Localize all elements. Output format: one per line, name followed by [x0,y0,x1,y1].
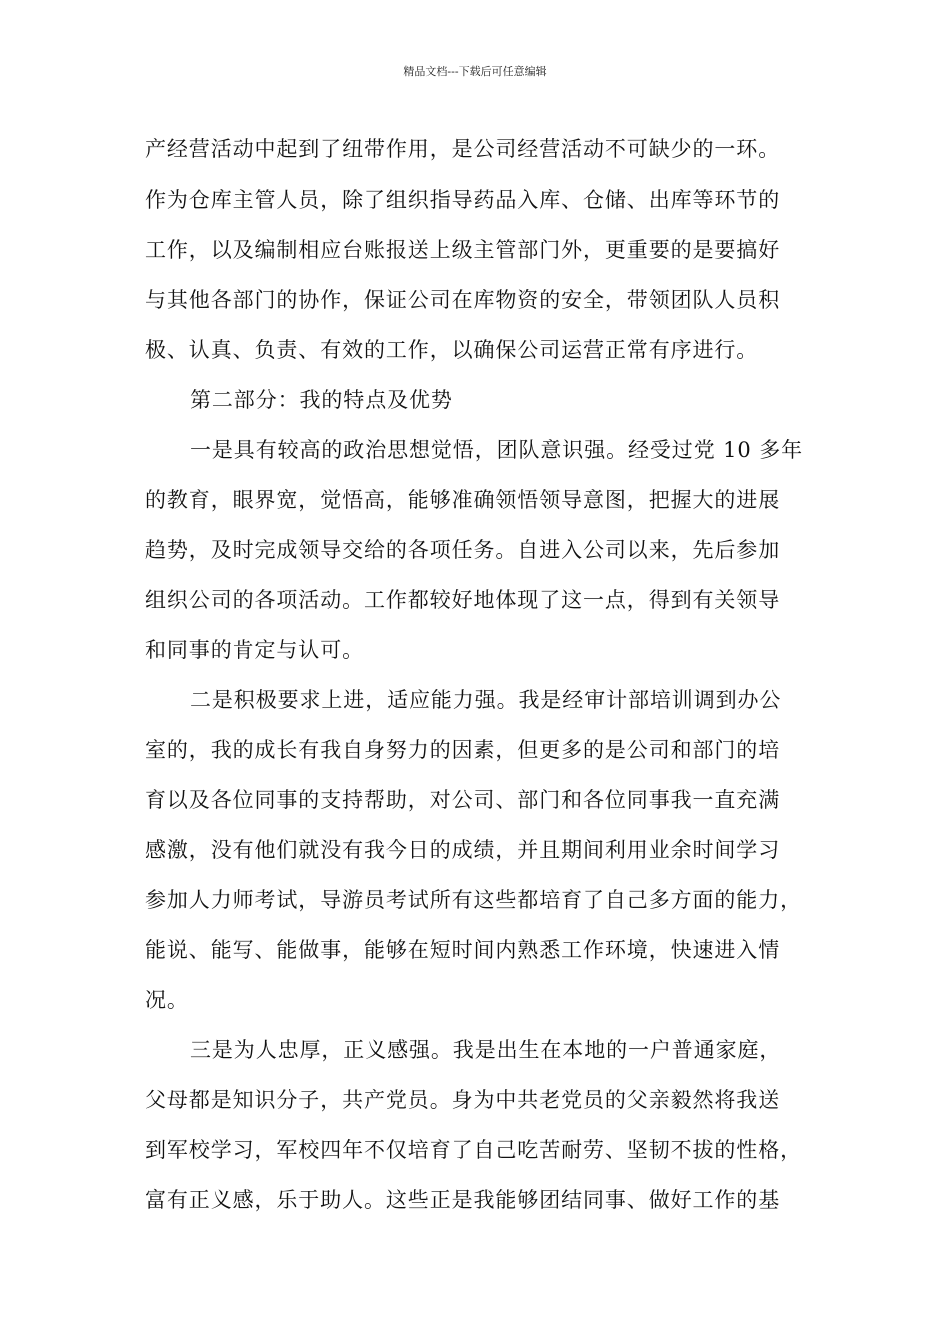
body-line: 组织公司的各项活动。工作都较好地体现了这一点，得到有关领导 [145,588,781,612]
body-line: 产经营活动中起到了纽带作用，是公司经营活动不可缺少的一环。 [145,137,781,161]
body-line: 与其他各部门的协作，保证公司在库物资的安全，带领团队人员积 [145,288,781,312]
body-line: 富有正义感，乐于助人。这些正是我能够团结同事、做好工作的基 [145,1188,781,1212]
body-line: 一是具有较高的政治思想觉悟，团队意识强。经受过党 10 多年 [190,438,804,462]
body-line: 况。 [145,988,189,1012]
body-line: 和同事的肯定与认可。 [145,638,364,662]
body-line: 室的，我的成长有我自身努力的因素，但更多的是公司和部门的培 [145,738,781,762]
body-line: 到军校学习，军校四年不仅培育了自己吃苦耐劳、坚韧不拔的性格， [145,1138,802,1162]
body-line: 工作，以及编制相应台账报送上级主管部门外，更重要的是要搞好 [145,238,781,262]
body-line: 三是为人忠厚，正义感强。我是出生在本地的一户普通家庭， [190,1038,782,1062]
section-heading: 第二部分：我的特点及优势 [190,388,453,412]
body-line: 作为仓库主管人员，除了组织指导药品入库、仓储、出库等环节的 [145,188,781,212]
body-line: 二是积极要求上进，适应能力强。我是经审计部培训调到办公 [190,688,782,712]
body-line: 感激，没有他们就没有我今日的成绩，并且期间利用业余时间学习 [145,838,781,862]
body-line: 趋势，及时完成领导交给的各项任务。自进入公司以来，先后参加 [145,538,781,562]
body-line: 育以及各位同事的支持帮助，对公司、部门和各位同事我一直充满 [145,788,781,812]
body-line: 父母都是知识分子，共产党员。身为中共老党员的父亲毅然将我送 [145,1088,781,1112]
body-line: 极、认真、负责、有效的工作，以确保公司运营正常有序进行。 [145,338,759,362]
body-line: 参加人力师考试，导游员考试所有这些都培育了自己多方面的能力， [145,888,802,912]
body-line: 的教育，眼界宽，觉悟高，能够准确领悟领导意图，把握大的进展 [145,488,781,512]
page-header: 精品文档---下载后可任意编辑 [403,65,547,78]
body-line: 能说、能写、能做事，能够在短时间内熟悉工作环境，快速进入情 [145,938,781,962]
